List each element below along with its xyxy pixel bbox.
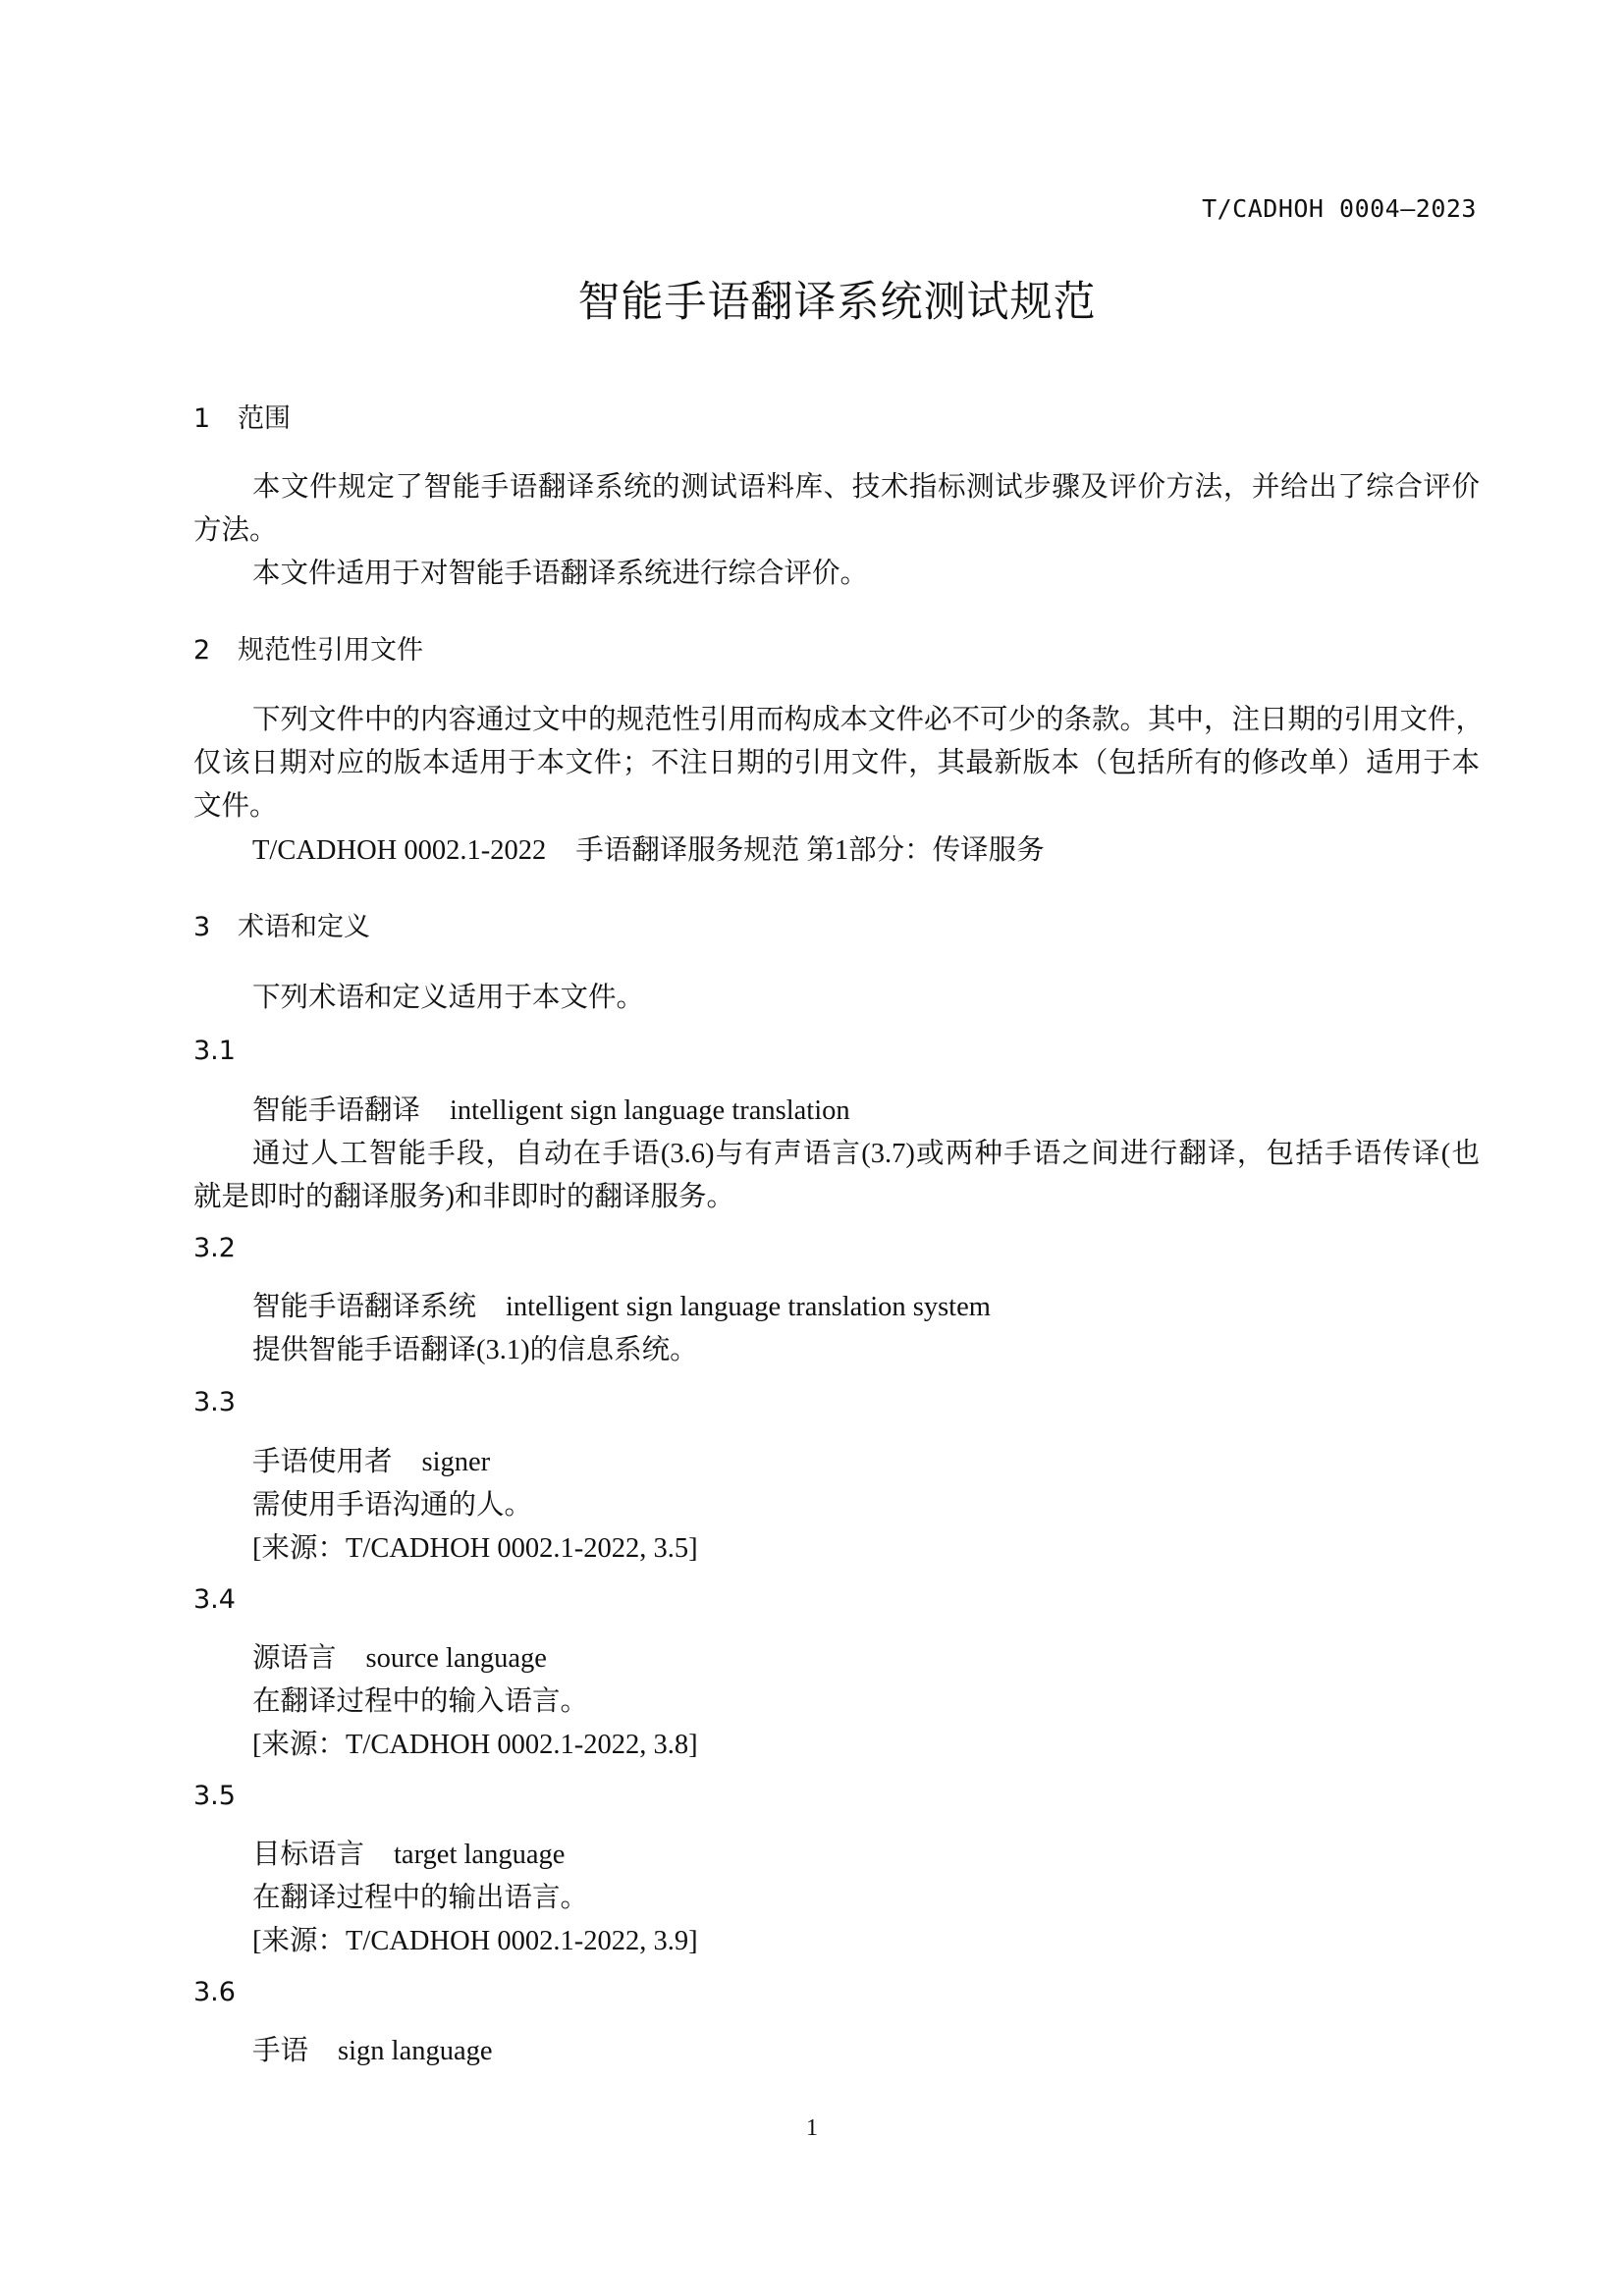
term-definition: 需使用手语沟通的人。 <box>252 1490 533 1521</box>
term-heading <box>252 1832 565 1872</box>
reference-code: T/CADHOH 0002.1-2022 <box>252 835 547 866</box>
term-definition: 就是即时的翻译服务)和非即时的翻译服务。 <box>193 1182 734 1212</box>
paragraph-line: 仅该日期对应的版本适用于本文件；不注日期的引用文件，其最新版本（包括所有的修改单）适用于本 <box>193 748 1480 778</box>
term-number: 3.5 <box>193 1781 236 1811</box>
term-number: 3.6 <box>193 1977 236 2007</box>
term-zh: 手语 <box>252 2036 309 2066</box>
paragraph-line: 本文件适用于对智能手语翻译系统进行综合评价。 <box>252 559 869 589</box>
section-number: 3 <box>193 912 211 942</box>
term-zh: 目标语言 <box>252 1840 365 1870</box>
paragraph-line: 文件。 <box>193 791 278 822</box>
term-heading <box>252 2028 493 2068</box>
paragraph-line: 下列文件中的内容通过文中的规范性引用而构成本文件必不可少的条款。其中，注日期的引用文件， <box>252 705 1485 735</box>
term-en: intelligent sign language translation <box>450 1095 850 1126</box>
term-heading <box>252 1635 547 1676</box>
term-definition: 在翻译过程中的输入语言。 <box>252 1686 589 1717</box>
reference-item <box>252 828 1045 868</box>
term-source: [来源：T/CADHOH 0002.1-2022, 3.5] <box>252 1533 698 1564</box>
paragraph-line: 本文件规定了智能手语翻译系统的测试语料库、技术指标测试步骤及评价方法，并给出了综合评价 <box>252 472 1480 503</box>
term-source: [来源：T/CADHOH 0002.1-2022, 3.9] <box>252 1926 698 1956</box>
section-1-heading <box>193 397 291 435</box>
term-zh: 手语使用者 <box>252 1447 393 1477</box>
section-title: 术语和定义 <box>238 912 370 942</box>
term-zh: 智能手语翻译 <box>252 1095 421 1126</box>
term-heading <box>252 1439 490 1479</box>
term-source: [来源：T/CADHOH 0002.1-2022, 3.8] <box>252 1730 698 1760</box>
term-en: target language <box>394 1840 566 1870</box>
section-title: 规范性引用文件 <box>238 635 423 666</box>
section-intro: 下列术语和定义适用于本文件。 <box>252 983 645 1013</box>
term-en: sign language <box>338 2036 493 2066</box>
term-number: 3.2 <box>193 1233 236 1263</box>
term-heading <box>252 1088 850 1128</box>
reference-title: 手语翻译服务规范 第1部分：传译服务 <box>575 835 1045 866</box>
term-number: 3.3 <box>193 1387 236 1417</box>
term-definition: 在翻译过程中的输出语言。 <box>252 1883 589 1913</box>
section-number: 1 <box>193 403 211 434</box>
page-number: 1 <box>806 2115 818 2141</box>
term-en: source language <box>365 1643 547 1674</box>
term-en: signer <box>421 1447 491 1477</box>
document-title: 智能手语翻译系统测试规范 <box>577 278 1097 327</box>
standard-code: T/CADHOH 0004—2023 <box>1202 194 1477 223</box>
term-en: intelligent sign language translation system <box>506 1292 991 1322</box>
term-number: 3.4 <box>193 1584 236 1615</box>
paragraph-line: 方法。 <box>193 515 278 546</box>
term-definition: 提供智能手语翻译(3.1)的信息系统。 <box>252 1335 698 1365</box>
section-2-heading <box>193 628 423 667</box>
term-number: 3.1 <box>193 1036 236 1066</box>
term-definition: 通过人工智能手段，自动在手语(3.6)与有声语言(3.7)或两种手语之间进行翻译，包括手语传译(也 <box>252 1139 1480 1169</box>
section-number: 2 <box>193 635 211 666</box>
term-zh: 源语言 <box>252 1643 337 1674</box>
section-3-heading <box>193 905 370 943</box>
term-zh: 智能手语翻译系统 <box>252 1292 477 1322</box>
section-title: 范围 <box>238 403 291 434</box>
term-heading <box>252 1284 991 1324</box>
